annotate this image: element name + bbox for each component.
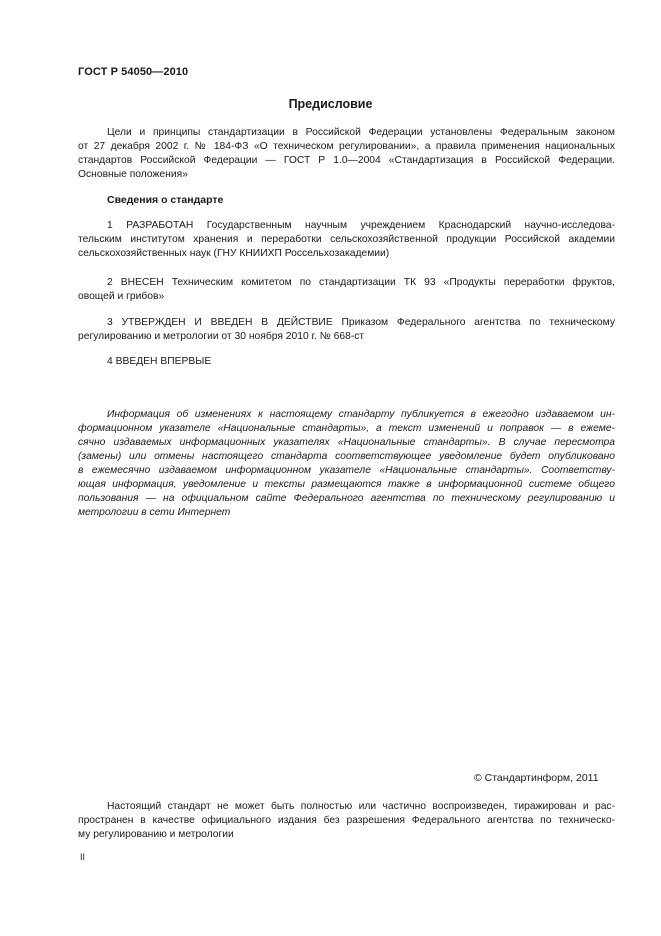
- item-first-introduced: [78, 355, 615, 369]
- info-line: ющая информация, уведомление и тексты размещаются также в информационной системе общего: [78, 479, 615, 490]
- item-line: 2 ВНЕСЕН Техническим комитетом по стандартизации ТК 93 «Продукты переработки фруктов,: [107, 277, 615, 288]
- item-developed: [78, 219, 615, 261]
- item-line: сельскохозяйственных наук (ГНУ КНИИХП Россельхозакадемии): [78, 248, 390, 259]
- standard-info-heading: Сведения о стандарте: [107, 194, 224, 206]
- item-line: 4 ВВЕДЕН ВПЕРВЫЕ: [107, 356, 212, 367]
- item-line: 3 УТВЕРЖДЕН И ВВЕДЕН В ДЕЙСТВИЕ Приказом Федерального агентства по техническому: [107, 317, 615, 328]
- intro-line: от 27 декабря 2002 г. № 184-ФЗ «О техническом регулировании», а правила применения национальных: [78, 141, 615, 152]
- item-line: 1 РАЗРАБОТАН Государственным научным учреждением Краснодарский научно-исследова-: [107, 220, 615, 231]
- info-line: формационном указателе «Национальные стандарты», а текст изменений и поправок — в ежеме-: [78, 423, 615, 434]
- intro-line: Цели и принципы стандартизации в Российской Федерации установлены Федеральным законом: [107, 127, 615, 138]
- item-approved: [78, 316, 615, 344]
- intro-paragraph: [78, 126, 615, 182]
- item-introduced: [78, 276, 615, 304]
- item-line: овощей и грибов»: [78, 291, 165, 302]
- intro-line: Основные положения»: [78, 169, 188, 180]
- item-line: регулированию и метрологии от 30 ноября 2010 г. № 668-ст: [78, 331, 365, 342]
- info-line: (замены) или отмены настоящего стандарта соответствующее уведомление будет опубликовано: [78, 451, 615, 462]
- notice-line: Настоящий стандарт не может быть полностью или частично воспроизведен, тиражирован и рас-: [107, 801, 615, 812]
- notice-line: пространен в качестве официального издания без разрешения Федерального агентства по техническо-: [78, 815, 615, 826]
- page-number: II: [80, 852, 86, 862]
- info-line: сячно издаваемых информационных указателях «Национальные стандарты». В случае пересмотра: [78, 437, 615, 448]
- info-line: Информация об изменениях к настоящему стандарту публикуется в ежегодно издаваемом ин-: [107, 409, 615, 420]
- info-paragraph: [78, 408, 615, 520]
- page-title: Предисловие: [288, 97, 373, 111]
- info-line: пользования — на официальном сайте Федерального агентства по техническому регулированию и: [78, 493, 615, 504]
- info-line: метрологии в сети Интернет: [78, 507, 231, 518]
- reproduction-notice: [78, 800, 615, 842]
- notice-line: му регулированию и метрологии: [78, 829, 234, 840]
- standard-id: ГОСТ Р 54050—2010: [78, 66, 189, 78]
- intro-line: стандартов Российской Федерации — ГОСТ Р 1.0—2004 «Стандартизация в Российской Федерации.: [78, 155, 615, 166]
- copyright: © Стандартинформ, 2011: [474, 772, 599, 784]
- item-line: тельским институтом хранения и переработки сельскохозяйственной продукции Российской академии: [78, 234, 615, 245]
- info-line: в ежемесячно издаваемом информационном указателе «Национальные стандарты». Соответству-: [78, 465, 615, 476]
